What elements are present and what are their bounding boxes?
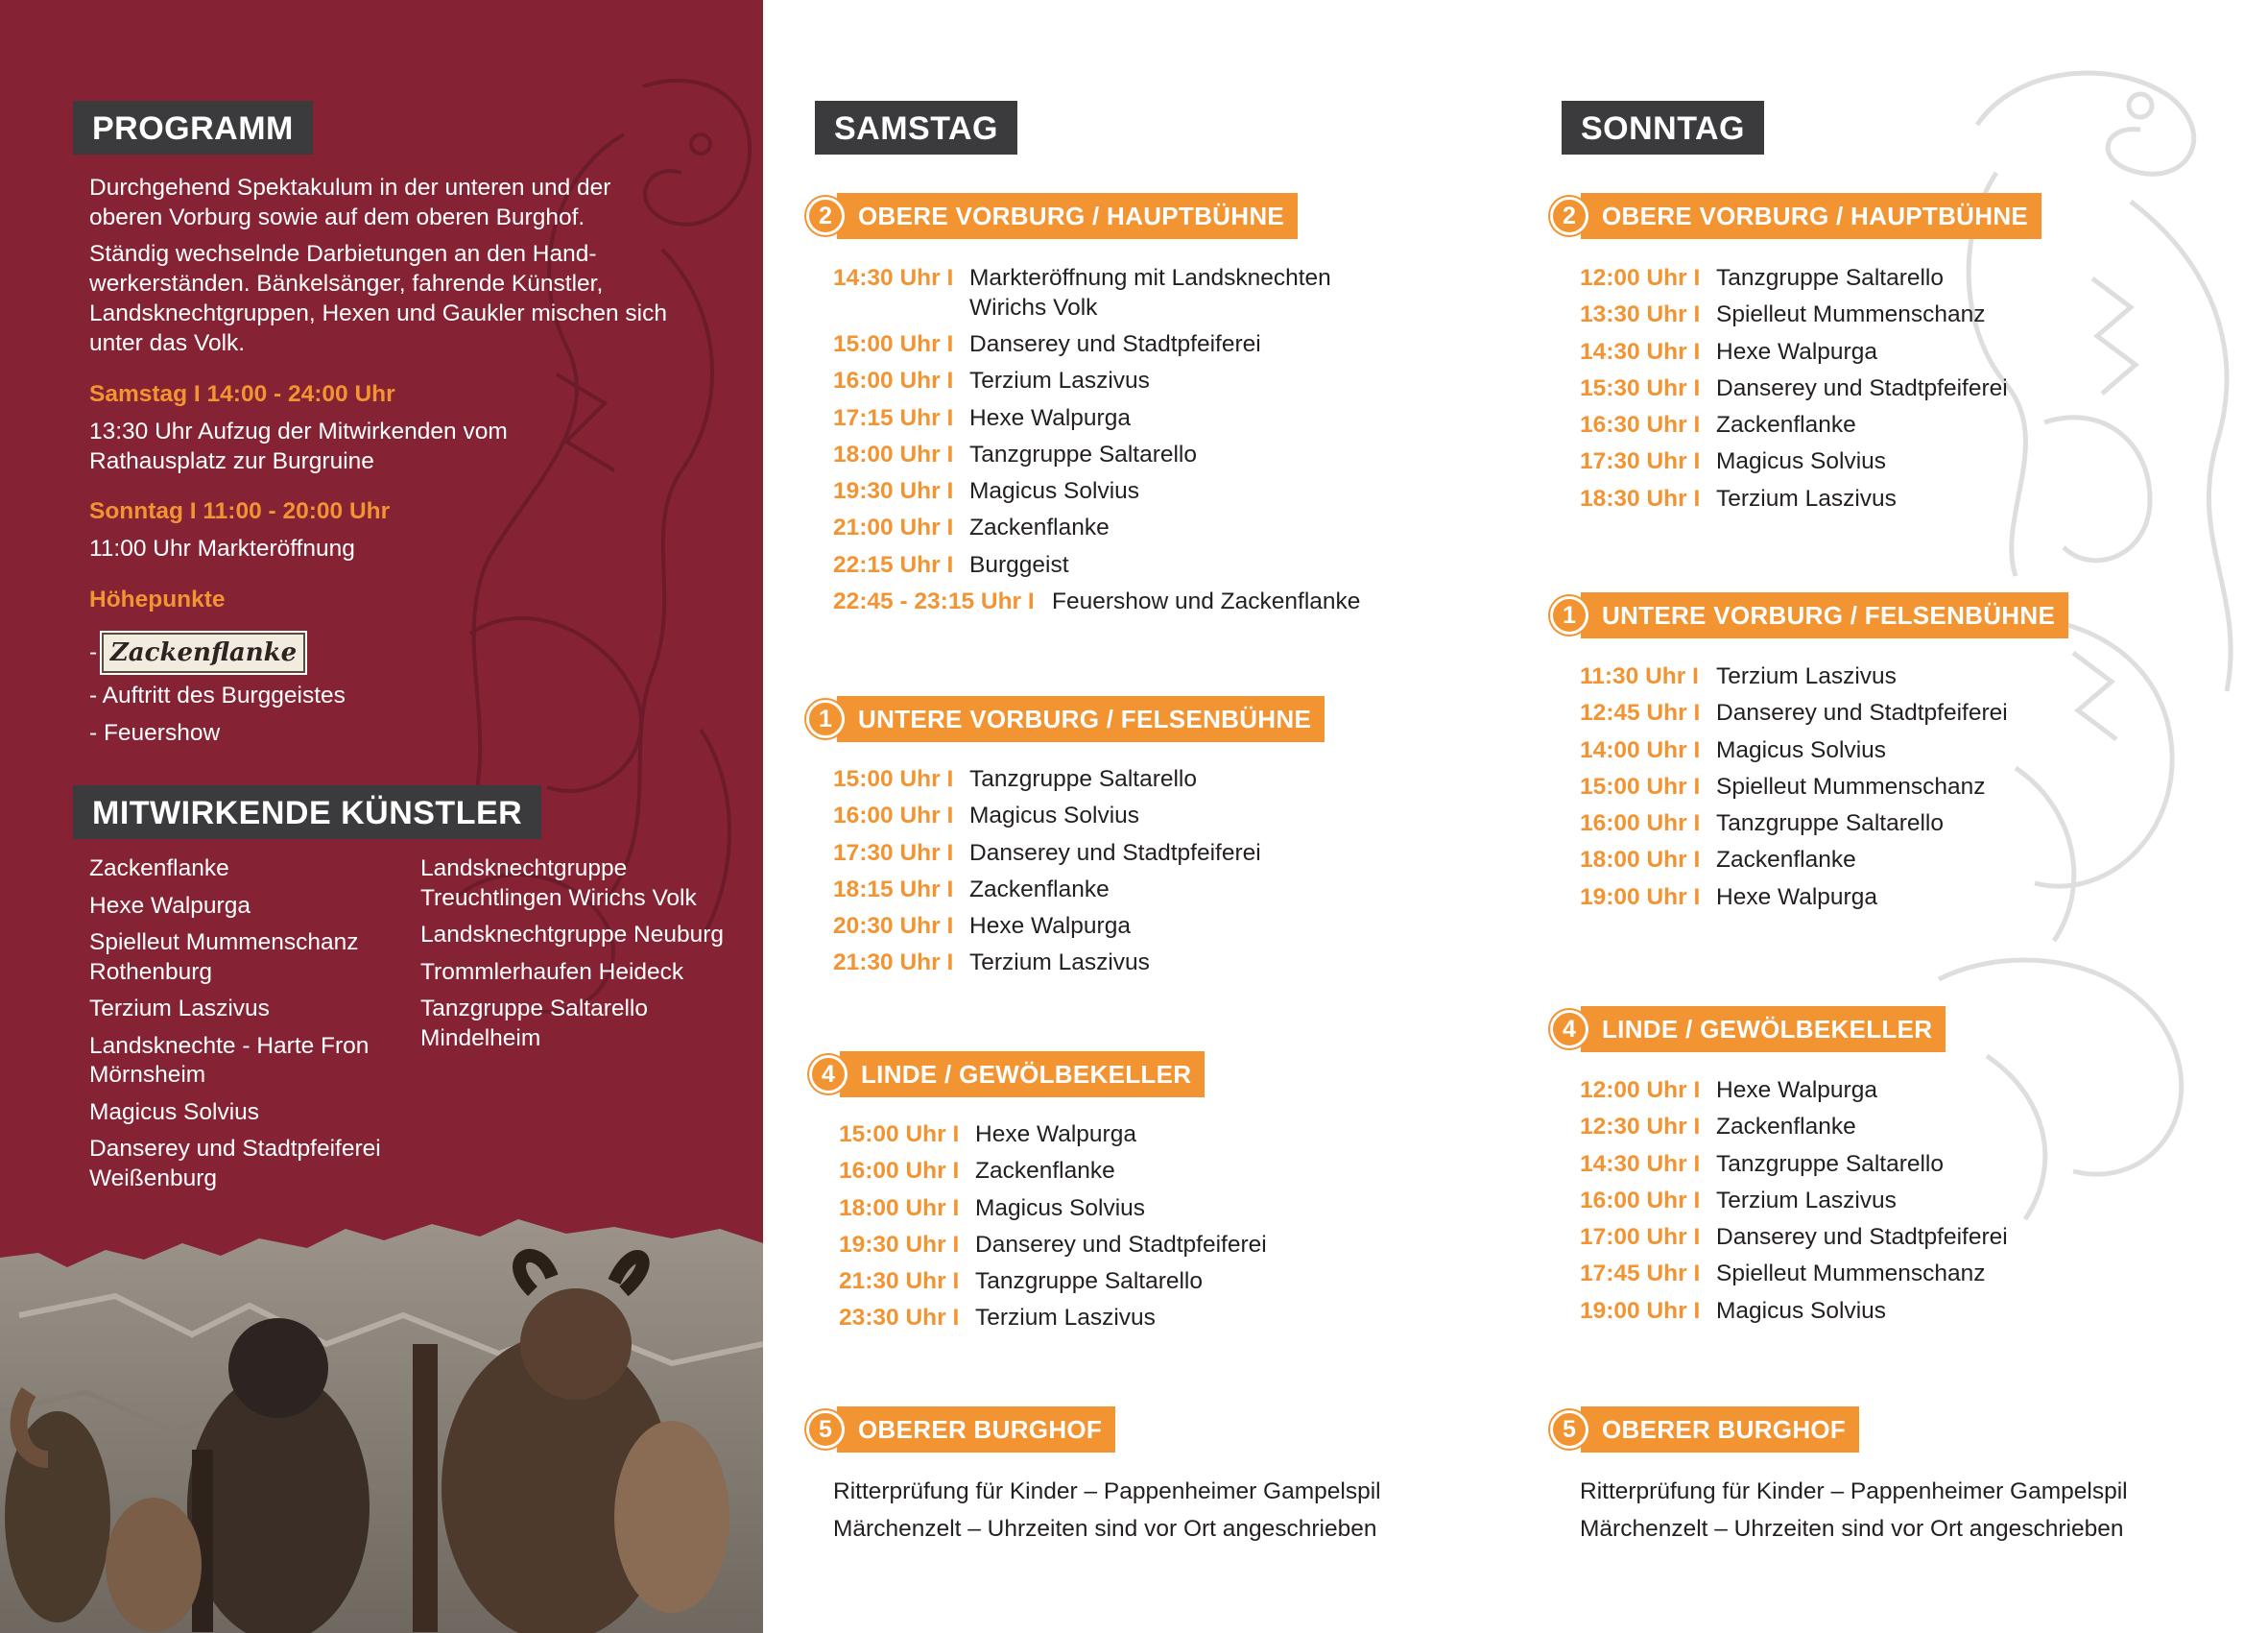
schedule-time: 16:00 Uhr I xyxy=(1580,810,1701,837)
schedule-row xyxy=(833,440,1360,476)
schedule-time: 12:00 Uhr I xyxy=(1580,1077,1701,1103)
schedule-time: 16:00 Uhr I xyxy=(833,368,954,395)
samstag-parade-text: 13:30 Uhr Aufzug der Mitwirkenden vom Rathausplatz zur Burgruine xyxy=(89,419,508,474)
schedule-row xyxy=(1580,263,2008,300)
schedule-row xyxy=(833,550,1360,587)
artists-column-2 xyxy=(420,854,737,1061)
schedule-row xyxy=(1580,808,2008,845)
schedule-time: 17:45 Uhr I xyxy=(1580,1261,1701,1287)
stage-number-badge: 2 xyxy=(1550,197,1588,235)
samstag-header: SAMSTAG xyxy=(815,101,1017,155)
burghof-note-line: Ritterprüfung für Kinder – Pappenheimer Gampelspil xyxy=(833,1478,1381,1504)
schedule-act: Danserey und Stadtpfeiferei xyxy=(1716,700,2008,727)
stage-title: LINDE / GEWÖLBEKELLER xyxy=(1581,1006,1946,1052)
schedule-act: Magicus Solvius xyxy=(975,1194,1146,1221)
schedule-row xyxy=(833,948,1261,984)
schedule-row xyxy=(833,911,1261,948)
hoehepunkt-burggeist: - Auftritt des Burggeistes xyxy=(89,683,346,708)
schedule-act: Terzium Laszivus xyxy=(975,1305,1156,1332)
stage-title: OBERER BURGHOF xyxy=(837,1406,1115,1453)
schedule-row xyxy=(1580,772,2008,808)
schedule-time: 17:30 Uhr I xyxy=(833,839,954,866)
schedule-act: Danserey und Stadtpfeiferei xyxy=(1716,374,2008,401)
stage-number-badge: 1 xyxy=(806,700,845,738)
samstag-hours-label: Samstag I 14:00 - 24:00 Uhr xyxy=(89,381,395,407)
samstag-felsenbuehne-heading xyxy=(806,696,1325,742)
schedule-time: 19:00 Uhr I xyxy=(1580,1297,1701,1324)
schedule-time: 16:00 Uhr I xyxy=(833,803,954,829)
schedule-act: Magicus Solvius xyxy=(1716,736,1887,763)
schedule-time: 15:00 Uhr I xyxy=(833,766,954,792)
schedule-row xyxy=(1580,373,2008,410)
sonntag-hauptbuehne-schedule xyxy=(1580,263,2008,520)
schedule-row xyxy=(833,838,1261,875)
schedule-time: 12:00 Uhr I xyxy=(1580,265,1701,291)
schedule-row xyxy=(1580,1112,2008,1148)
stage-number-badge: 2 xyxy=(806,197,845,235)
schedule-row xyxy=(1580,337,2008,373)
sonntag-felsenbuehne-schedule xyxy=(1580,661,2008,919)
schedule-act: Hexe Walpurga xyxy=(1716,883,1877,910)
artist-item: Terzium Laszivus xyxy=(89,996,270,1021)
burghof-note-line: Ritterprüfung für Kinder – Pappenheimer Gampelspil xyxy=(1580,1478,2128,1504)
sonntag-burghof-heading xyxy=(1550,1406,1859,1453)
schedule-row xyxy=(839,1193,1267,1230)
schedule-act: Zackenflanke xyxy=(1716,412,1856,439)
schedule-row xyxy=(833,366,1360,402)
hoehepunkte-label: Höhepunkte xyxy=(89,587,226,612)
schedule-time: 15:30 Uhr I xyxy=(1580,374,1701,401)
artist-item: Hexe Walpurga xyxy=(89,892,251,919)
artist-item: Landsknechtgruppe Neuburg xyxy=(420,922,725,948)
schedule-row xyxy=(1580,1296,2008,1333)
samstag-hauptbuehne-schedule xyxy=(833,263,1360,623)
schedule-act: Zackenflanke xyxy=(969,515,1110,541)
samstag-gewoelbekeller-heading xyxy=(809,1051,1205,1097)
schedule-act: Zackenflanke xyxy=(975,1158,1115,1185)
schedule-row xyxy=(839,1230,1267,1266)
left-panel xyxy=(0,0,763,1633)
schedule-time: 12:30 Uhr I xyxy=(1580,1114,1701,1141)
schedule-time: 18:00 Uhr I xyxy=(833,441,954,468)
schedule-act: Danserey und Stadtpfeiferei xyxy=(975,1231,1267,1258)
schedule-time: 18:15 Uhr I xyxy=(833,876,954,902)
schedule-act: Tanzgruppe Saltarello xyxy=(969,766,1197,792)
burghof-note-line: Märchenzelt – Uhrzeiten sind vor Ort angeschrieben xyxy=(1580,1515,2124,1542)
schedule-act: Hexe Walpurga xyxy=(969,404,1131,431)
schedule-time: 16:00 Uhr I xyxy=(839,1158,960,1185)
schedule-row xyxy=(1580,845,2008,881)
burghof-note-line: Märchenzelt – Uhrzeiten sind vor Ort angeschrieben xyxy=(833,1515,1377,1542)
schedule-time: 14:30 Uhr I xyxy=(833,265,954,291)
stage-title: LINDE / GEWÖLBEKELLER xyxy=(840,1051,1205,1097)
schedule-act: Tanzgruppe Saltarello xyxy=(1716,810,1944,837)
artist-item: Trommlerhaufen Heideck xyxy=(420,958,684,985)
schedule-act: Magicus Solvius xyxy=(1716,448,1887,475)
schedule-act: Feuershow und Zackenflanke xyxy=(1052,588,1361,615)
kuenstler-header: MITWIRKENDE KÜNSTLER xyxy=(73,785,541,839)
stage-title: UNTERE VORBURG / FELSENBÜHNE xyxy=(1581,592,2068,638)
schedule-time: 16:00 Uhr I xyxy=(1580,1187,1701,1213)
schedule-time: 21:30 Uhr I xyxy=(839,1268,960,1295)
schedule-row xyxy=(833,875,1261,911)
schedule-act: Spielleut Mummenschanz xyxy=(1716,773,1986,800)
hoehepunkte-dash: - xyxy=(89,639,98,665)
sonntag-burghof-notes xyxy=(1580,1474,2128,1548)
sonntag-hauptbuehne-heading xyxy=(1550,193,2041,239)
schedule-act: Magicus Solvius xyxy=(969,803,1140,829)
stage-number-badge: 5 xyxy=(1550,1410,1588,1449)
schedule-time: 22:15 Uhr I xyxy=(833,551,954,578)
schedule-act: Spielleut Mummenschanz xyxy=(1716,1261,1986,1287)
schedule-row xyxy=(1580,1075,2008,1112)
sonntag-gewoelbekeller-schedule xyxy=(1580,1075,2008,1333)
stage-title: OBERER BURGHOF xyxy=(1581,1406,1859,1453)
schedule-act: Terzium Laszivus xyxy=(1716,485,1897,512)
schedule-time: 15:00 Uhr I xyxy=(839,1121,960,1147)
stage-title: OBERE VORBURG / HAUPTBÜHNE xyxy=(837,193,1298,239)
schedule-time: 22:45 - 23:15 Uhr I xyxy=(833,588,1035,615)
schedule-time: 19:00 Uhr I xyxy=(1580,883,1701,910)
stage-number-badge: 4 xyxy=(809,1055,848,1093)
stage-title: OBERE VORBURG / HAUPTBÜHNE xyxy=(1581,193,2041,239)
schedule-row xyxy=(1580,1259,2008,1295)
schedule-time: 18:30 Uhr I xyxy=(1580,485,1701,512)
schedule-time: 12:45 Uhr I xyxy=(1580,700,1701,727)
stage-title: UNTERE VORBURG / FELSENBÜHNE xyxy=(837,696,1325,742)
schedule-act: Magicus Solvius xyxy=(969,478,1140,505)
artist-item: Danserey und Stadtpfeiferei Weißenburg xyxy=(89,1136,381,1191)
schedule-act: Hexe Walpurga xyxy=(975,1121,1136,1147)
sonntag-opening-text: 11:00 Uhr Markteröffnung xyxy=(89,536,355,562)
schedule-act: Hexe Walpurga xyxy=(1716,338,1877,365)
schedule-row xyxy=(839,1266,1267,1303)
samstag-felsenbuehne-schedule xyxy=(833,764,1261,985)
samstag-burghof-notes xyxy=(833,1474,1381,1548)
schedule-act: Terzium Laszivus xyxy=(969,949,1150,976)
samstag-gewoelbekeller-schedule xyxy=(839,1119,1267,1340)
sonntag-hours-label: Sonntag I 11:00 - 20:00 Uhr xyxy=(89,498,391,524)
schedule-row xyxy=(1580,1149,2008,1186)
schedule-time: 14:00 Uhr I xyxy=(1580,736,1701,763)
schedule-act: Markteröffnung mit Landsknechten Wirichs Volk xyxy=(969,265,1331,321)
stage-number-badge: 1 xyxy=(1550,596,1588,635)
schedule-row xyxy=(1580,300,2008,336)
artist-item: Zackenflanke xyxy=(89,855,229,881)
schedule-act: Magicus Solvius xyxy=(1716,1297,1887,1324)
schedule-time: 14:30 Uhr I xyxy=(1580,1150,1701,1177)
schedule-act: Zackenflanke xyxy=(1716,847,1856,874)
schedule-act: Tanzgruppe Saltarello xyxy=(1716,265,1944,291)
schedule-time: 11:30 Uhr I xyxy=(1580,663,1699,689)
programm-header: PROGRAMM xyxy=(73,101,313,155)
schedule-row xyxy=(833,476,1360,513)
schedule-time: 17:30 Uhr I xyxy=(1580,448,1701,475)
schedule-time: 17:00 Uhr I xyxy=(1580,1224,1701,1251)
artist-item: Magicus Solvius xyxy=(89,1098,260,1125)
schedule-time: 21:30 Uhr I xyxy=(833,949,954,976)
schedule-act: Terzium Laszivus xyxy=(969,368,1150,395)
schedule-row xyxy=(1580,1222,2008,1259)
schedule-row xyxy=(839,1119,1267,1156)
schedule-time: 15:00 Uhr I xyxy=(833,331,954,357)
sonntag-header: SONNTAG xyxy=(1562,101,1764,155)
schedule-act: Tanzgruppe Saltarello xyxy=(969,441,1197,468)
schedule-act: Terzium Laszivus xyxy=(1716,1187,1897,1213)
schedule-act: Hexe Walpurga xyxy=(1716,1077,1877,1103)
sonntag-felsenbuehne-heading xyxy=(1550,592,2068,638)
schedule-row xyxy=(833,263,1360,329)
programm-intro-text: Durchgehend Spektakulum in der unteren und der oberen Vorburg sowie auf dem oberen Burghof. xyxy=(89,175,611,230)
schedule-time: 18:00 Uhr I xyxy=(1580,847,1701,874)
artists-column-1 xyxy=(89,854,406,1201)
schedule-row xyxy=(1580,661,2008,698)
schedule-act: Zackenflanke xyxy=(1716,1114,1856,1141)
schedule-row xyxy=(1580,1186,2008,1222)
schedule-row xyxy=(1580,484,2008,520)
schedule-time: 14:30 Uhr I xyxy=(1580,338,1701,365)
schedule-time: 21:00 Uhr I xyxy=(833,515,954,541)
schedule-time: 19:30 Uhr I xyxy=(833,478,954,505)
schedule-row xyxy=(1580,698,2008,734)
stage-number-badge: 4 xyxy=(1550,1010,1588,1048)
schedule-act: Burggeist xyxy=(969,551,1069,578)
schedule-time: 16:30 Uhr I xyxy=(1580,412,1701,439)
schedule-row xyxy=(1580,882,2008,919)
schedule-row xyxy=(833,801,1261,837)
schedule-time: 13:30 Uhr I xyxy=(1580,301,1701,328)
schedule-row xyxy=(1580,410,2008,446)
artist-item: Landsknechte - Harte Fron Mörnsheim xyxy=(89,1032,370,1088)
artist-item: Tanzgruppe Saltarello Mindelheim xyxy=(420,996,648,1051)
schedule-row xyxy=(833,764,1261,801)
schedule-time: 23:30 Uhr I xyxy=(839,1305,960,1332)
hoehepunkt-feuershow: - Feuershow xyxy=(89,720,221,746)
schedule-row xyxy=(833,513,1360,549)
programm-description-text: Ständig wechselnde Darbietungen an den Hand-werkerständen. Bänkelsänger, fahrende Künstler, Landsknechtgruppen, Hexen und Gaukler mischen sich unter das Volk. xyxy=(89,241,667,356)
artist-item: Landsknechtgruppe Treuchtlingen Wirichs Volk xyxy=(420,855,697,911)
schedule-row xyxy=(833,403,1360,440)
schedule-row xyxy=(1580,446,2008,483)
schedule-row xyxy=(839,1156,1267,1192)
schedule-act: Danserey und Stadtpfeiferei xyxy=(969,331,1261,357)
schedule-time: 15:00 Uhr I xyxy=(1580,773,1701,800)
schedule-time: 18:00 Uhr I xyxy=(839,1194,960,1221)
schedule-time: 19:30 Uhr I xyxy=(839,1231,960,1258)
schedule-row xyxy=(1580,735,2008,772)
schedule-act: Hexe Walpurga xyxy=(969,913,1131,940)
schedule-act: Zackenflanke xyxy=(969,876,1110,902)
schedule-act: Danserey und Stadtpfeiferei xyxy=(969,839,1261,866)
schedule-row xyxy=(839,1303,1267,1339)
schedule-act: Spielleut Mummenschanz xyxy=(1716,301,1986,328)
schedule-row xyxy=(833,329,1360,366)
musicians-photo xyxy=(0,1200,763,1633)
schedule-time: 17:15 Uhr I xyxy=(833,404,954,431)
zackenflanke-logo: Zackenflanke xyxy=(102,633,305,673)
schedule-act: Tanzgruppe Saltarello xyxy=(1716,1150,1944,1177)
schedule-act: Tanzgruppe Saltarello xyxy=(975,1268,1203,1295)
stage-number-badge: 5 xyxy=(806,1410,845,1449)
schedule-row xyxy=(833,587,1360,623)
schedule-time: 20:30 Uhr I xyxy=(833,913,954,940)
samstag-burghof-heading xyxy=(806,1406,1115,1453)
artist-item: Spielleut Mummenschanz Rothenburg xyxy=(89,929,359,985)
schedule-act: Terzium Laszivus xyxy=(1716,663,1897,689)
samstag-hauptbuehne-heading xyxy=(806,193,1298,239)
sonntag-gewoelbekeller-heading xyxy=(1550,1006,1946,1052)
schedule-act: Danserey und Stadtpfeiferei xyxy=(1716,1224,2008,1251)
